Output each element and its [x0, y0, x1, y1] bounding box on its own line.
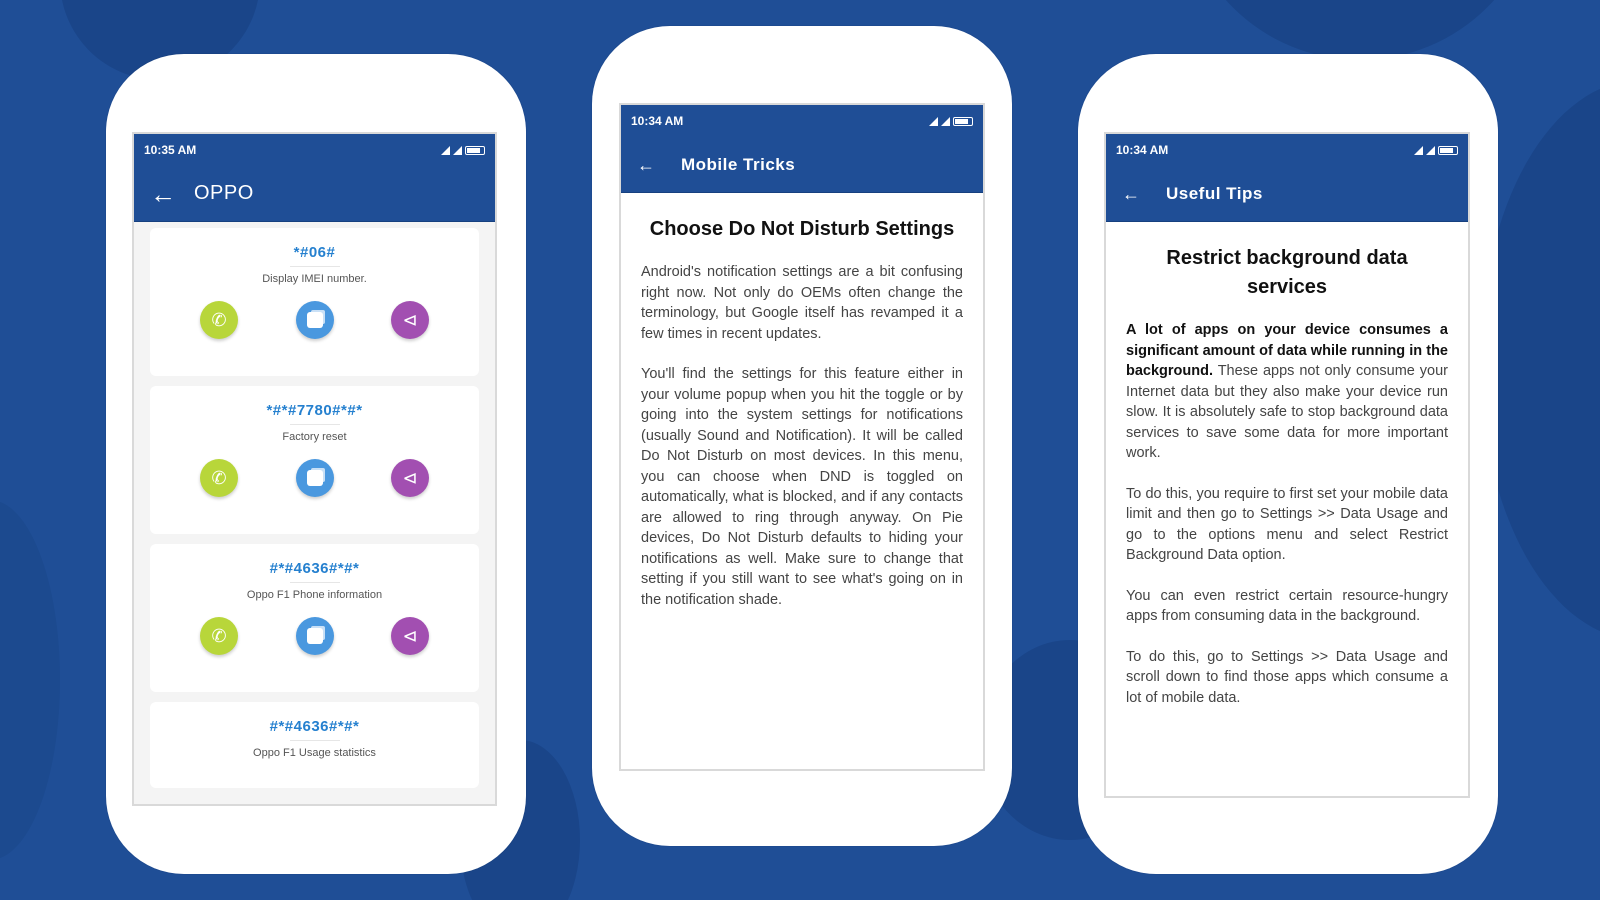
article-bold-lead: A lot of apps on your device consumes a significant amount of data while running in the background. — [1126, 322, 1448, 379]
status-time: 10:34 AM — [1116, 143, 1169, 157]
status-bar — [134, 134, 495, 166]
article-paragraph: Android's notification settings are a bit confusing right now. Not only do OEMs often change the terminology, but Google itself has revamped it a few times in recent updates. — [641, 264, 963, 342]
copy-icon — [307, 312, 323, 328]
card-actions — [150, 443, 479, 497]
article-paragraph: To do this, you require to first set your mobile data limit and then go to Settings >> Data Usage and go to the options menu and select Restrict Background Data option. — [1126, 485, 1448, 563]
article-title: Choose Do Not Disturb Settings — [649, 218, 955, 240]
code-card — [150, 386, 479, 534]
app-bar — [134, 166, 495, 222]
code-card — [150, 228, 479, 376]
share-button[interactable] — [391, 301, 429, 339]
call-button[interactable] — [200, 459, 238, 497]
signal-icon — [441, 146, 450, 155]
share-icon: ⊲ — [402, 625, 418, 646]
article[interactable] — [1106, 222, 1468, 750]
app-bar-title: Mobile Tricks — [681, 154, 796, 174]
phone-screen — [619, 103, 985, 771]
divider — [290, 424, 340, 425]
phone-mockup-mobile-tricks — [592, 26, 1012, 846]
app-bar — [1106, 166, 1468, 222]
phone-icon: ✆ — [211, 625, 227, 646]
status-icons — [1414, 146, 1458, 155]
phone-icon: ✆ — [211, 467, 227, 488]
phone-screen — [1104, 132, 1470, 798]
signal-icon — [1414, 146, 1423, 155]
code-description: Oppo F1 Phone information — [246, 589, 383, 601]
status-icons — [441, 146, 485, 155]
code-text[interactable]: #*#4636#*#* — [269, 560, 360, 577]
signal-icon — [1426, 146, 1435, 155]
code-list[interactable] — [134, 222, 495, 804]
background-blob — [0, 500, 60, 860]
share-button[interactable] — [391, 617, 429, 655]
phone-icon: ✆ — [211, 309, 227, 330]
article[interactable] — [621, 193, 983, 652]
copy-button[interactable] — [296, 301, 334, 339]
card-actions — [150, 601, 479, 655]
status-time: 10:34 AM — [631, 114, 684, 128]
status-bar — [621, 105, 983, 137]
signal-icon — [453, 146, 462, 155]
battery-icon — [1438, 146, 1458, 155]
copy-icon — [307, 628, 323, 644]
code-text[interactable]: #*#4636#*#* — [269, 718, 360, 735]
back-arrow-icon[interactable]: ← — [150, 178, 176, 209]
background-blob — [1180, 0, 1540, 60]
app-bar-title: OPPO — [194, 182, 254, 204]
divider — [290, 740, 340, 741]
status-icons — [929, 117, 973, 126]
code-description: Oppo F1 Usage statistics — [253, 747, 376, 759]
call-button[interactable] — [200, 301, 238, 339]
article-text: These apps not only consume your Internet data but they also make your device run slow. It is absolutely safe to stop background data services to save some data for more important work. — [1126, 363, 1448, 461]
article-paragraph — [1126, 320, 1448, 464]
card-actions — [150, 285, 479, 339]
share-icon: ⊲ — [402, 467, 418, 488]
background-blob — [1480, 80, 1600, 640]
share-icon: ⊲ — [402, 309, 418, 330]
app-bar — [621, 137, 983, 193]
app-bar-title: Useful Tips — [1166, 183, 1263, 203]
battery-icon — [953, 117, 973, 126]
code-description: Factory reset — [282, 431, 347, 443]
call-button[interactable] — [200, 617, 238, 655]
article-paragraph: You'll find the settings for this feature either in your volume popup when you hit the toggle or by going into the system settings for notifications (usually Sound and Notification). It will be called Do Not Disturb on most devices. In this menu, you can choose when DND is toggled on automatically, what is blocked, and if any contacts are allowed to ring through anyway. On Pie devices, Do Not Disturb defaults to hiding your notifications as well. Make sure to change that setting if you still want to see what's going on in the notification shade. — [641, 366, 963, 608]
phone-mockup-oppo — [106, 54, 526, 874]
code-card — [150, 544, 479, 692]
copy-icon — [307, 470, 323, 486]
share-button[interactable] — [391, 459, 429, 497]
copy-button[interactable] — [296, 459, 334, 497]
status-time: 10:35 AM — [144, 143, 197, 157]
phone-screen — [132, 132, 497, 806]
article-title: Restrict background data services — [1166, 247, 1408, 298]
signal-icon — [929, 117, 938, 126]
copy-button[interactable] — [296, 617, 334, 655]
article-paragraph: You can even restrict certain resource-hungry apps from consuming data in the background. — [1126, 587, 1448, 624]
back-arrow-icon[interactable]: ← — [1122, 183, 1140, 204]
article-paragraph: To do this, go to Settings >> Data Usage and scroll down to find those apps which consume a lot of mobile data. — [1126, 648, 1448, 706]
code-card — [150, 702, 479, 788]
signal-icon — [941, 117, 950, 126]
code-description: Display IMEI number. — [262, 273, 367, 285]
code-text[interactable]: *#06# — [293, 244, 336, 261]
back-arrow-icon[interactable]: ← — [637, 154, 655, 175]
battery-icon — [465, 146, 485, 155]
phone-mockup-useful-tips — [1078, 54, 1498, 874]
code-text[interactable]: *#*#7780#*#* — [266, 402, 363, 419]
status-bar — [1106, 134, 1468, 166]
divider — [290, 582, 340, 583]
divider — [290, 266, 340, 267]
